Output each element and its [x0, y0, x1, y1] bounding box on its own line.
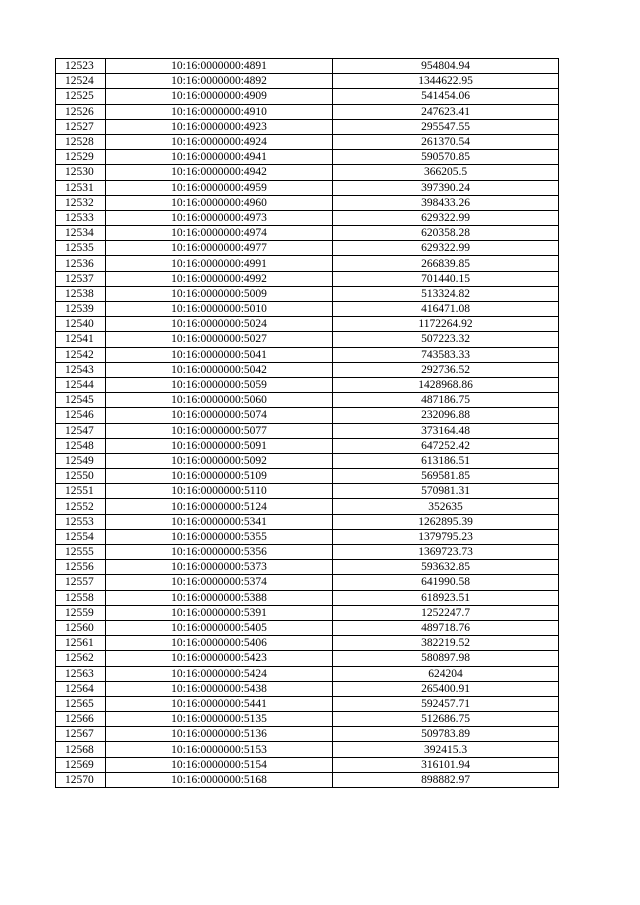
cadastral-number-cell: 10:16:0000000:4910 — [106, 104, 333, 119]
row-number-cell: 12541 — [56, 332, 106, 347]
cadastral-number-cell: 10:16:0000000:5124 — [106, 499, 333, 514]
row-number-cell: 12566 — [56, 712, 106, 727]
cadastral-number-cell: 10:16:0000000:4991 — [106, 256, 333, 271]
cadastral-number-cell: 10:16:0000000:5154 — [106, 757, 333, 772]
value-cell: 1344622.95 — [333, 74, 559, 89]
row-number-cell: 12560 — [56, 620, 106, 635]
table-row — [56, 362, 559, 377]
row-number-cell: 12527 — [56, 119, 106, 134]
row-number-cell: 12542 — [56, 347, 106, 362]
cadastral-number-cell: 10:16:0000000:5135 — [106, 712, 333, 727]
cadastral-number-cell: 10:16:0000000:5136 — [106, 727, 333, 742]
cadastral-number-cell: 10:16:0000000:4941 — [106, 150, 333, 165]
table-row — [56, 469, 559, 484]
table-row — [56, 393, 559, 408]
value-cell: 624204 — [333, 666, 559, 681]
table-row — [56, 620, 559, 635]
cadastral-number-cell: 10:16:0000000:4942 — [106, 165, 333, 180]
value-cell: 629322.99 — [333, 241, 559, 256]
value-cell: 489718.76 — [333, 620, 559, 635]
value-cell: 316101.94 — [333, 757, 559, 772]
row-number-cell: 12567 — [56, 727, 106, 742]
table-row — [56, 377, 559, 392]
row-number-cell: 12535 — [56, 241, 106, 256]
value-cell: 1262895.39 — [333, 514, 559, 529]
cadastral-number-cell: 10:16:0000000:5110 — [106, 484, 333, 499]
row-number-cell: 12538 — [56, 286, 106, 301]
row-number-cell: 12556 — [56, 560, 106, 575]
cadastral-number-cell: 10:16:0000000:5059 — [106, 377, 333, 392]
cadastral-number-cell: 10:16:0000000:5391 — [106, 605, 333, 620]
table-row — [56, 712, 559, 727]
value-cell: 898882.97 — [333, 772, 559, 787]
value-cell: 593632.85 — [333, 560, 559, 575]
cadastral-number-cell: 10:16:0000000:5091 — [106, 438, 333, 453]
value-cell: 392415.3 — [333, 742, 559, 757]
table-row — [56, 302, 559, 317]
table-row — [56, 347, 559, 362]
table-row — [56, 484, 559, 499]
value-cell: 397390.24 — [333, 180, 559, 195]
cadastral-number-cell: 10:16:0000000:5092 — [106, 453, 333, 468]
row-number-cell: 12554 — [56, 529, 106, 544]
table-row — [56, 590, 559, 605]
row-number-cell: 12561 — [56, 636, 106, 651]
table-row — [56, 651, 559, 666]
table-row — [56, 681, 559, 696]
row-number-cell: 12563 — [56, 666, 106, 681]
cadastral-number-cell: 10:16:0000000:5153 — [106, 742, 333, 757]
value-cell: 373164.48 — [333, 423, 559, 438]
value-cell: 1428968.86 — [333, 377, 559, 392]
value-cell: 613186.51 — [333, 453, 559, 468]
table-row — [56, 499, 559, 514]
table-row — [56, 271, 559, 286]
table-row — [56, 757, 559, 772]
table-row — [56, 453, 559, 468]
table-row — [56, 423, 559, 438]
cadastral-number-cell: 10:16:0000000:5074 — [106, 408, 333, 423]
value-cell: 382219.52 — [333, 636, 559, 651]
cadastral-number-cell: 10:16:0000000:4977 — [106, 241, 333, 256]
value-cell: 641990.58 — [333, 575, 559, 590]
row-number-cell: 12523 — [56, 59, 106, 74]
cadastral-number-cell: 10:16:0000000:4891 — [106, 59, 333, 74]
row-number-cell: 12540 — [56, 317, 106, 332]
cadastral-number-cell: 10:16:0000000:5341 — [106, 514, 333, 529]
table-row — [56, 256, 559, 271]
value-cell: 366205.5 — [333, 165, 559, 180]
table-row — [56, 74, 559, 89]
table-row — [56, 165, 559, 180]
table-row — [56, 59, 559, 74]
value-cell: 743583.33 — [333, 347, 559, 362]
table-row — [56, 408, 559, 423]
row-number-cell: 12559 — [56, 605, 106, 620]
row-number-cell: 12529 — [56, 150, 106, 165]
table-row — [56, 317, 559, 332]
row-number-cell: 12564 — [56, 681, 106, 696]
value-cell: 620358.28 — [333, 226, 559, 241]
data-table — [55, 58, 559, 788]
value-cell: 352635 — [333, 499, 559, 514]
cadastral-number-cell: 10:16:0000000:5441 — [106, 696, 333, 711]
value-cell: 266839.85 — [333, 256, 559, 271]
row-number-cell: 12568 — [56, 742, 106, 757]
cadastral-number-cell: 10:16:0000000:4974 — [106, 226, 333, 241]
table-row — [56, 332, 559, 347]
table-row — [56, 150, 559, 165]
value-cell: 512686.75 — [333, 712, 559, 727]
table-row — [56, 575, 559, 590]
row-number-cell: 12536 — [56, 256, 106, 271]
value-cell: 247623.41 — [333, 104, 559, 119]
value-cell: 232096.88 — [333, 408, 559, 423]
table-row — [56, 605, 559, 620]
cadastral-number-cell: 10:16:0000000:4960 — [106, 195, 333, 210]
row-number-cell: 12553 — [56, 514, 106, 529]
row-number-cell: 12545 — [56, 393, 106, 408]
table-row — [56, 514, 559, 529]
value-cell: 416471.08 — [333, 302, 559, 317]
value-cell: 647252.42 — [333, 438, 559, 453]
row-number-cell: 12547 — [56, 423, 106, 438]
table-row — [56, 727, 559, 742]
value-cell: 261370.54 — [333, 134, 559, 149]
cadastral-number-cell: 10:16:0000000:5388 — [106, 590, 333, 605]
row-number-cell: 12537 — [56, 271, 106, 286]
table-row — [56, 226, 559, 241]
value-cell: 592457.71 — [333, 696, 559, 711]
cadastral-number-cell: 10:16:0000000:5109 — [106, 469, 333, 484]
row-number-cell: 12551 — [56, 484, 106, 499]
cadastral-number-cell: 10:16:0000000:4992 — [106, 271, 333, 286]
row-number-cell: 12549 — [56, 453, 106, 468]
value-cell: 509783.89 — [333, 727, 559, 742]
table-row — [56, 438, 559, 453]
row-number-cell: 12524 — [56, 74, 106, 89]
cadastral-number-cell: 10:16:0000000:5168 — [106, 772, 333, 787]
cadastral-number-cell: 10:16:0000000:4924 — [106, 134, 333, 149]
row-number-cell: 12546 — [56, 408, 106, 423]
table-row — [56, 545, 559, 560]
value-cell: 618923.51 — [333, 590, 559, 605]
cadastral-number-cell: 10:16:0000000:4923 — [106, 119, 333, 134]
row-number-cell: 12530 — [56, 165, 106, 180]
value-cell: 590570.85 — [333, 150, 559, 165]
cadastral-number-cell: 10:16:0000000:5374 — [106, 575, 333, 590]
cadastral-number-cell: 10:16:0000000:5010 — [106, 302, 333, 317]
row-number-cell: 12531 — [56, 180, 106, 195]
cadastral-number-cell: 10:16:0000000:5024 — [106, 317, 333, 332]
row-number-cell: 12558 — [56, 590, 106, 605]
table-row — [56, 560, 559, 575]
row-number-cell: 12570 — [56, 772, 106, 787]
cadastral-number-cell: 10:16:0000000:4973 — [106, 210, 333, 225]
value-cell: 295547.55 — [333, 119, 559, 134]
table-row — [56, 286, 559, 301]
row-number-cell: 12550 — [56, 469, 106, 484]
table-row — [56, 104, 559, 119]
value-cell: 487186.75 — [333, 393, 559, 408]
table-row — [56, 180, 559, 195]
row-number-cell: 12569 — [56, 757, 106, 772]
table-body — [56, 59, 559, 788]
row-number-cell: 12539 — [56, 302, 106, 317]
value-cell: 954804.94 — [333, 59, 559, 74]
cadastral-number-cell: 10:16:0000000:4959 — [106, 180, 333, 195]
value-cell: 292736.52 — [333, 362, 559, 377]
value-cell: 507223.32 — [333, 332, 559, 347]
row-number-cell: 12525 — [56, 89, 106, 104]
row-number-cell: 12533 — [56, 210, 106, 225]
table-row — [56, 210, 559, 225]
cadastral-number-cell: 10:16:0000000:5077 — [106, 423, 333, 438]
table-row — [56, 134, 559, 149]
cadastral-number-cell: 10:16:0000000:5356 — [106, 545, 333, 560]
value-cell: 398433.26 — [333, 195, 559, 210]
value-cell: 569581.85 — [333, 469, 559, 484]
value-cell: 580897.98 — [333, 651, 559, 666]
table-row — [56, 119, 559, 134]
row-number-cell: 12548 — [56, 438, 106, 453]
cadastral-number-cell: 10:16:0000000:5438 — [106, 681, 333, 696]
value-cell: 541454.06 — [333, 89, 559, 104]
cadastral-number-cell: 10:16:0000000:4909 — [106, 89, 333, 104]
cadastral-number-cell: 10:16:0000000:5009 — [106, 286, 333, 301]
cadastral-number-cell: 10:16:0000000:5042 — [106, 362, 333, 377]
value-cell: 1172264.92 — [333, 317, 559, 332]
cadastral-number-cell: 10:16:0000000:5405 — [106, 620, 333, 635]
row-number-cell: 12562 — [56, 651, 106, 666]
value-cell: 1379795.23 — [333, 529, 559, 544]
cadastral-number-cell: 10:16:0000000:5060 — [106, 393, 333, 408]
cadastral-number-cell: 10:16:0000000:5424 — [106, 666, 333, 681]
table-row — [56, 696, 559, 711]
cadastral-number-cell: 10:16:0000000:5355 — [106, 529, 333, 544]
row-number-cell: 12552 — [56, 499, 106, 514]
table-row — [56, 636, 559, 651]
row-number-cell: 12543 — [56, 362, 106, 377]
cadastral-number-cell: 10:16:0000000:5373 — [106, 560, 333, 575]
row-number-cell: 12565 — [56, 696, 106, 711]
row-number-cell: 12534 — [56, 226, 106, 241]
value-cell: 513324.82 — [333, 286, 559, 301]
value-cell: 570981.31 — [333, 484, 559, 499]
table-row — [56, 195, 559, 210]
cadastral-number-cell: 10:16:0000000:5027 — [106, 332, 333, 347]
value-cell: 629322.99 — [333, 210, 559, 225]
row-number-cell: 12555 — [56, 545, 106, 560]
row-number-cell: 12528 — [56, 134, 106, 149]
row-number-cell: 12544 — [56, 377, 106, 392]
value-cell: 1252247.7 — [333, 605, 559, 620]
table-row — [56, 772, 559, 787]
table-row — [56, 241, 559, 256]
cadastral-number-cell: 10:16:0000000:4892 — [106, 74, 333, 89]
row-number-cell: 12557 — [56, 575, 106, 590]
table-row — [56, 742, 559, 757]
cadastral-number-cell: 10:16:0000000:5423 — [106, 651, 333, 666]
value-cell: 1369723.73 — [333, 545, 559, 560]
table-row — [56, 529, 559, 544]
cadastral-number-cell: 10:16:0000000:5406 — [106, 636, 333, 651]
table-row — [56, 666, 559, 681]
table-row — [56, 89, 559, 104]
row-number-cell: 12532 — [56, 195, 106, 210]
value-cell: 701440.15 — [333, 271, 559, 286]
cadastral-number-cell: 10:16:0000000:5041 — [106, 347, 333, 362]
row-number-cell: 12526 — [56, 104, 106, 119]
value-cell: 265400.91 — [333, 681, 559, 696]
